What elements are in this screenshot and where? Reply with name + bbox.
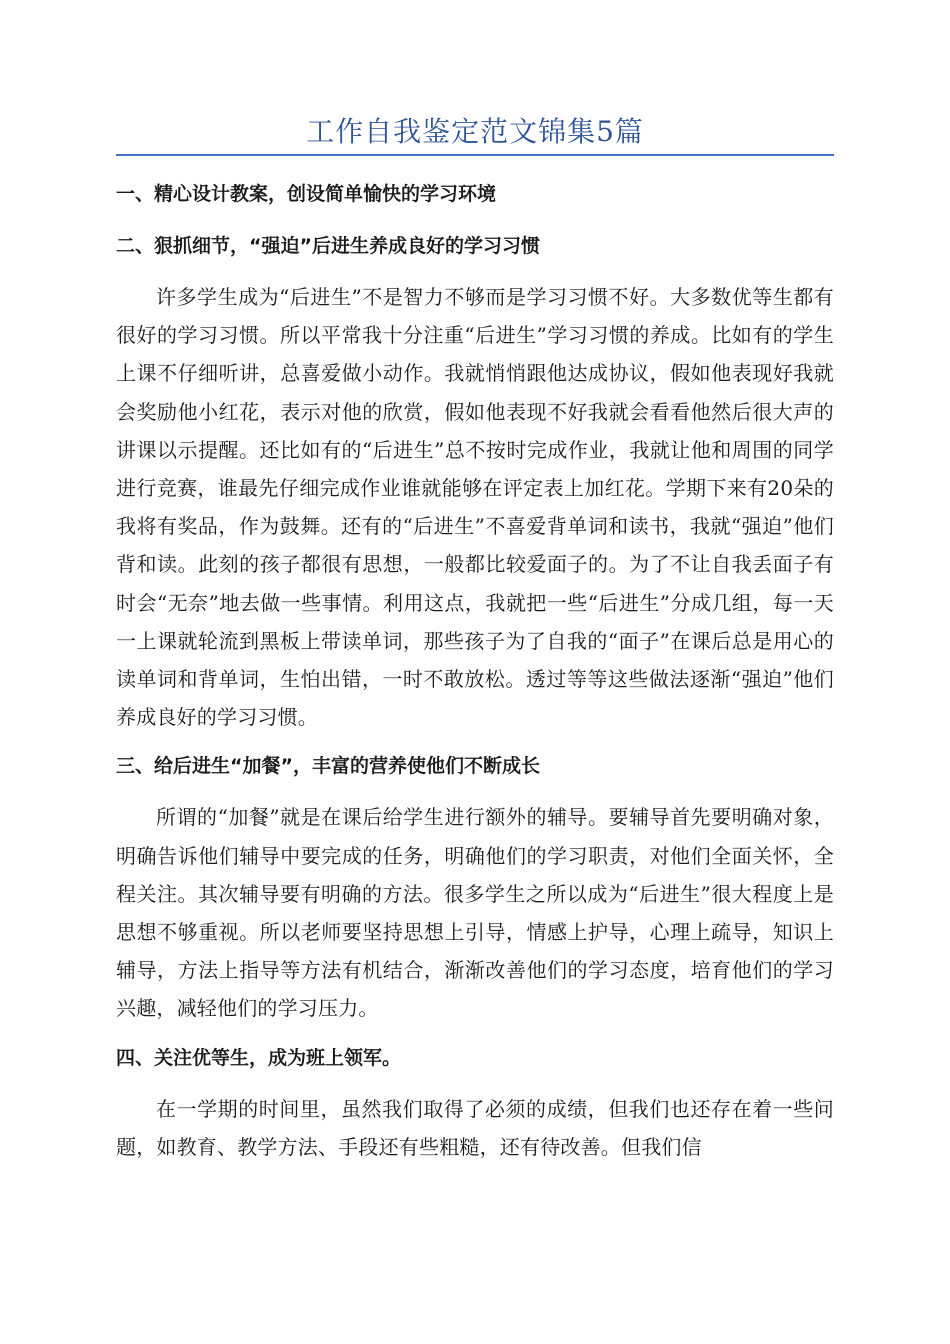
document-body (116, 174, 834, 1176)
section-paragraph-3: 所谓的“加餐”就是在课后给学生进行额外的辅导。要辅导首先要明确对象，明确告诉他们辅导中要完成的任务，明确他们的学习职责，对他们全面关怀，全程关注。其次辅导要有明确的方法。很多学生之所以成为“后进生”很大程度上是思想不够重视。所以老师要坚持思想上引导，情感上护导，心理上疏导，知识上辅导，方法上指导等方法有机结合，渐渐改善他们的学习态度，培育他们的学习兴趣，减轻他们的学习压力。 (116, 805, 834, 1021)
section-heading-3: 三、给后进生“加餐”，丰富的营养使他们不断成长 (116, 755, 540, 778)
section-paragraph-2: 许多学生成为“后进生”不是智力不够而是学习习惯不好。大多数优等生都有很好的学习习惯。所以平常我十分注重“后进生”学习习惯的养成。比如有的学生上课不仔细听讲，总喜爱做小动作。我就悄悄跟他达成协议，假如他表现好我就会奖励他小红花，表示对他的欣赏，假如他表现不好我就会看看他然后很大声的讲课以示提醒。还比如有的“后进生”总不按时完成作业，我就让他和周围的同学进行竞赛，谁最先仔细完成作业谁就能够在评定表上加红花。学期下来有20朵的我将有奖品，作为鼓舞。还有的“后进生”不喜爱背单词和读书，我就“强迫”他们背和读。此刻的孩子都很有思想，一般都比较爱面子的。为了不让自我丢面子有时会“无奈”地去做一些事情。利用这点，我就把一些“后进生”分成几组，每一天一上课就轮流到黑板上带读单词，那些孩子为了自我的“面子”在课后总是用心的读单词和背单词，生怕出错，一时不敢放松。透过等等这些做法逐渐“强迫”他们养成良好的学习习惯。 (116, 285, 834, 730)
title-underline (116, 154, 834, 156)
section-heading-4: 四、关注优等生，成为班上领军。 (116, 1046, 402, 1069)
section-heading-2: 二、狠抓细节，“强迫”后进生养成良好的学习习惯 (116, 235, 540, 257)
section-heading-1: 一、精心设计教案，创设简单愉快的学习环境 (116, 183, 497, 205)
section-paragraph-4: 在一学期的时间里，虽然我们取得了必须的成绩，但我们也还存在着一些问题，如教育、教学方法、手段还有些粗糙，还有待改善。但我们信 (116, 1096, 834, 1159)
document-title: 工作自我鉴定范文锦集5篇 (306, 115, 644, 148)
